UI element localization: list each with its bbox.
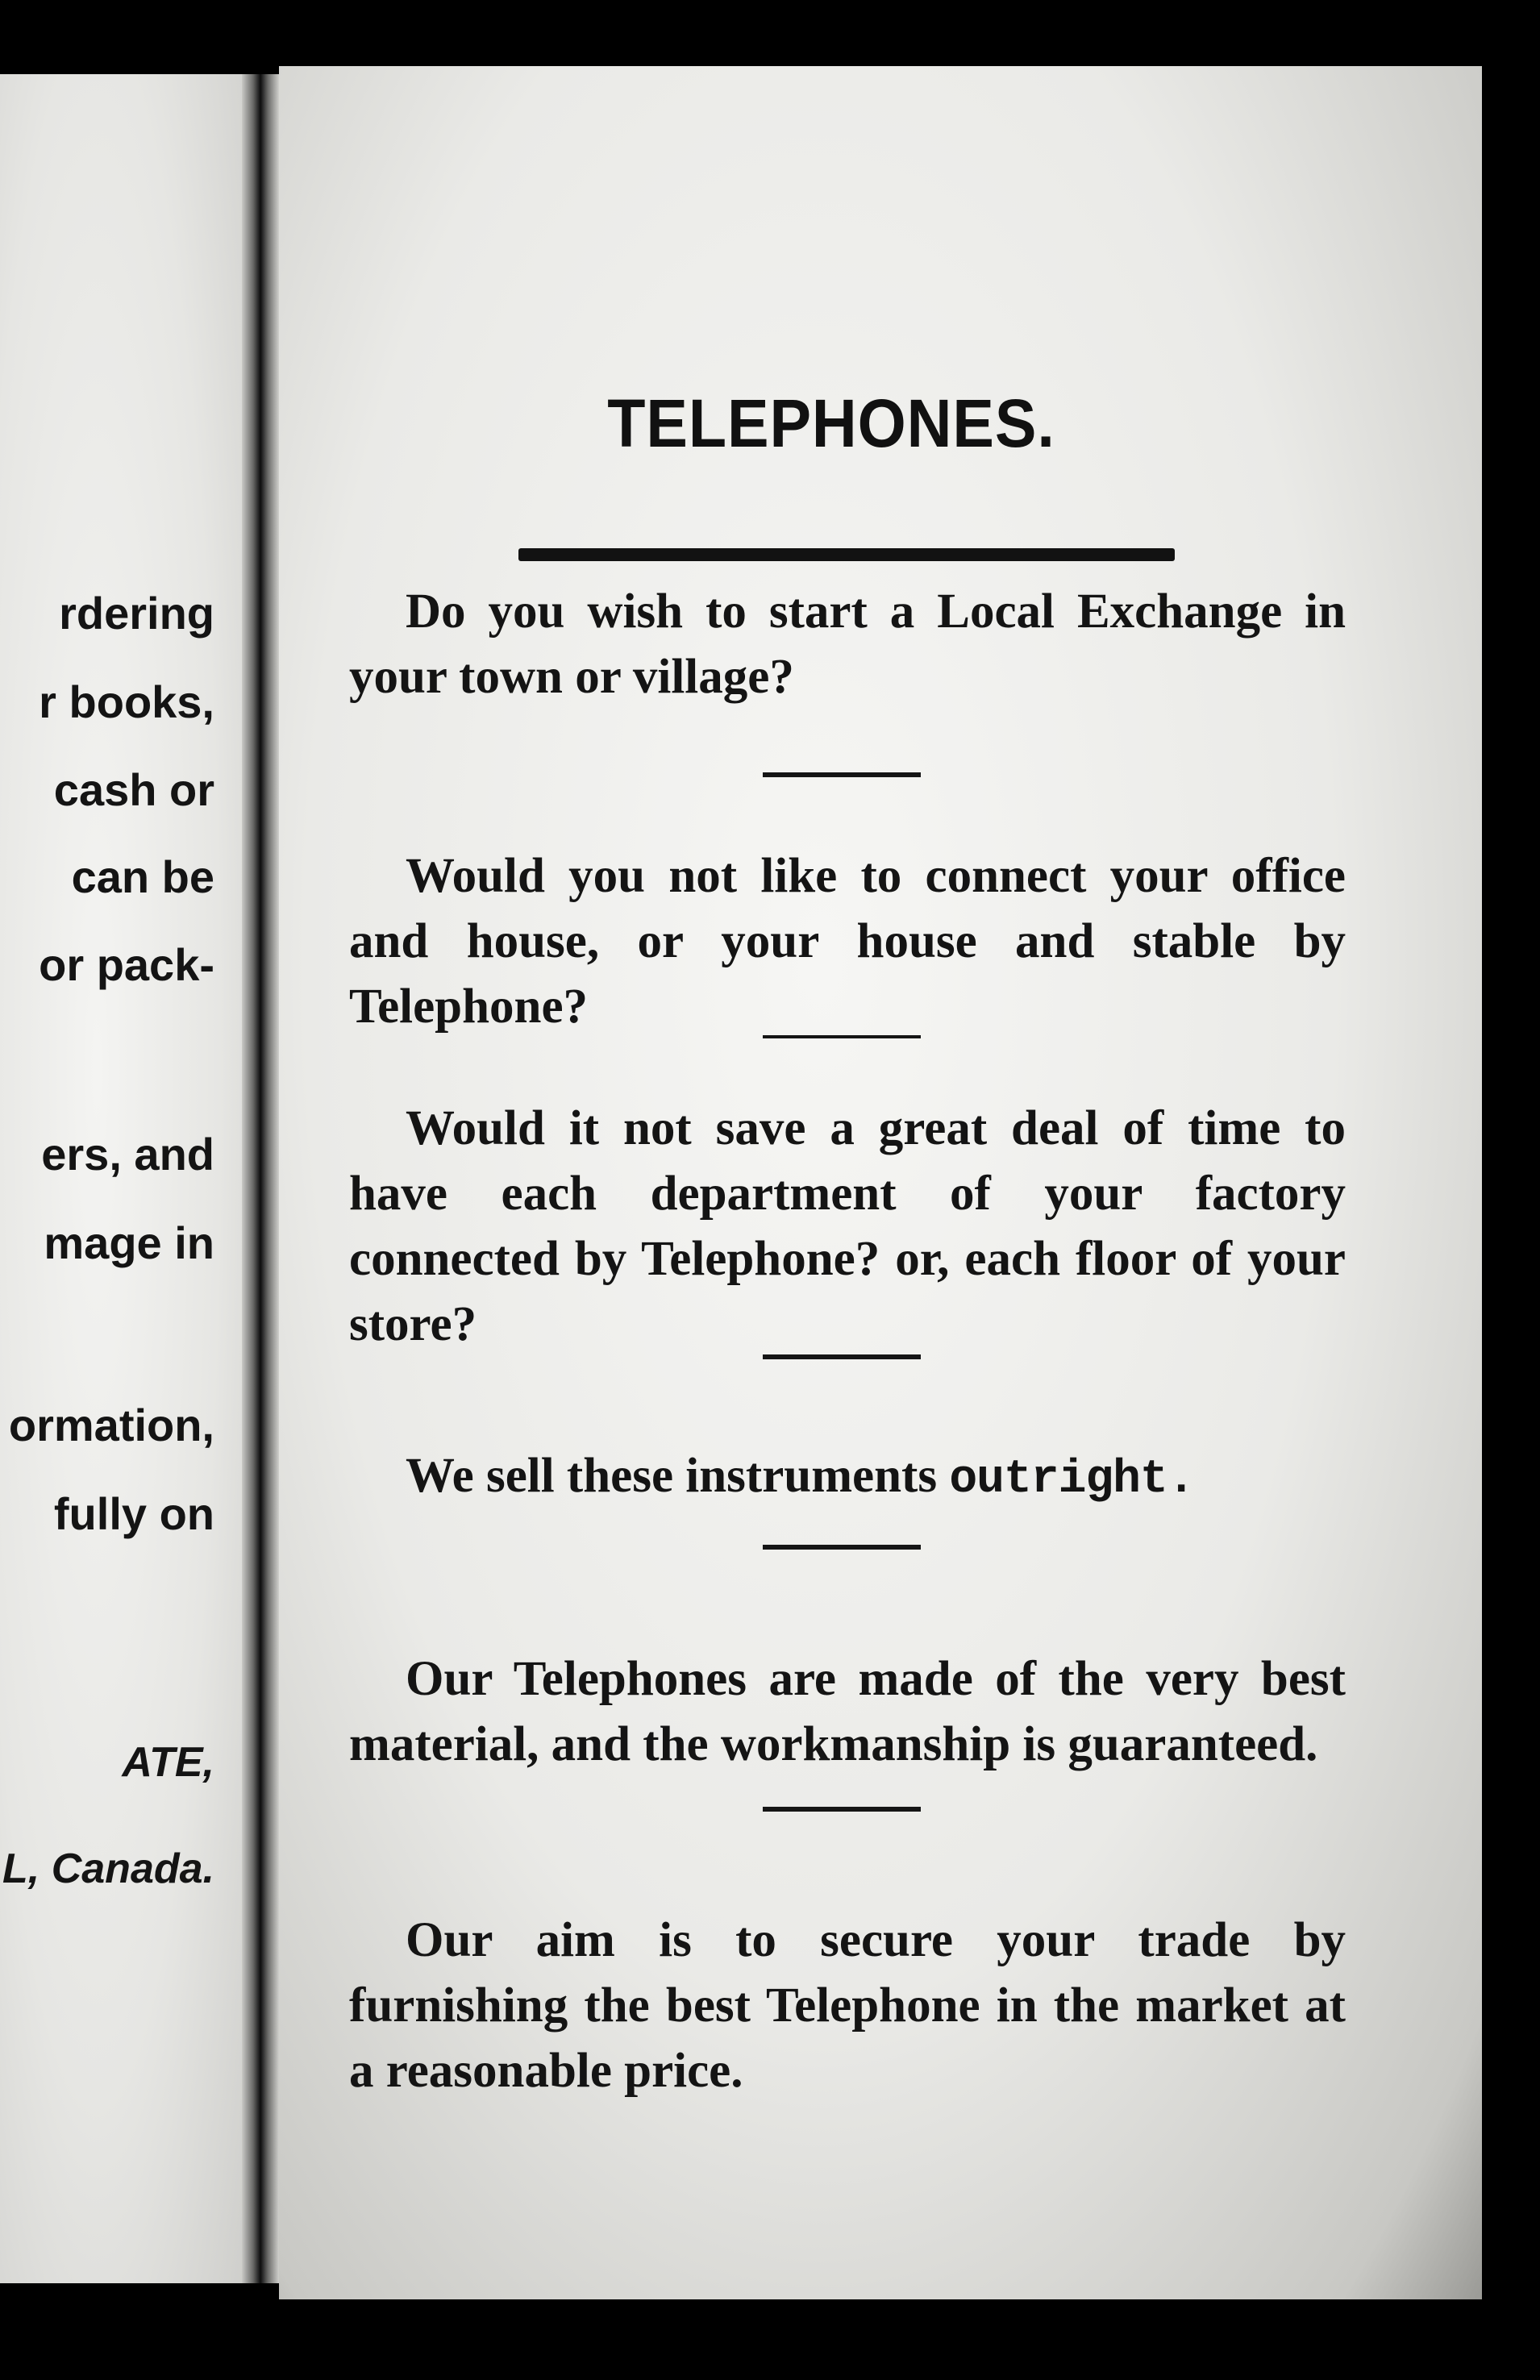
left-fragment: cash or: [53, 764, 214, 815]
left-fragment: mage in: [44, 1217, 214, 1268]
paragraph: Our aim is to secure your trade by furnishing the best Telephone in the market at a reasonable price.: [349, 1913, 1346, 2098]
paragraph: Would it not save a great deal of time to have each department of your factory connected by Telephone? or, each floor of your store?: [349, 1101, 1346, 1351]
left-fragment: rdering: [59, 588, 214, 639]
left-fragment: can be: [71, 851, 214, 902]
paragraph: Do you wish to start a Local Exchange in your town or village?: [349, 585, 1346, 704]
left-fragment: ormation,: [8, 1400, 214, 1450]
section-divider: [763, 1545, 921, 1550]
title-underline: [518, 548, 1175, 561]
emphasis-word: outright.: [949, 1454, 1195, 1506]
paragraph: Our Telephones are made of the very best material, and the workmanship is guaranteed.: [349, 1652, 1346, 1771]
paragraph: Would you not like to connect your office and house, or your house and stable by Telephone?: [349, 849, 1346, 1034]
book-gutter: [242, 74, 279, 2283]
section-divider: [763, 1354, 921, 1359]
paragraph: [349, 1443, 1346, 1512]
section-divider: [763, 772, 921, 777]
left-fragment: or pack-: [39, 939, 214, 990]
left-fragment: ATE,: [122, 1739, 214, 1786]
left-fragment: L, Canada.: [2, 1845, 214, 1892]
left-fragment: fully on: [53, 1488, 214, 1539]
right-page: [279, 66, 1482, 2299]
section-divider: [763, 1035, 921, 1038]
left-fragment: r books,: [39, 676, 214, 727]
left-fragment: ers, and: [41, 1129, 214, 1180]
section-divider: [763, 1807, 921, 1812]
page-title: TELEPHONES.: [607, 385, 1055, 461]
paragraph-text: We sell these instruments: [406, 1449, 938, 1503]
left-page: [0, 74, 242, 2283]
